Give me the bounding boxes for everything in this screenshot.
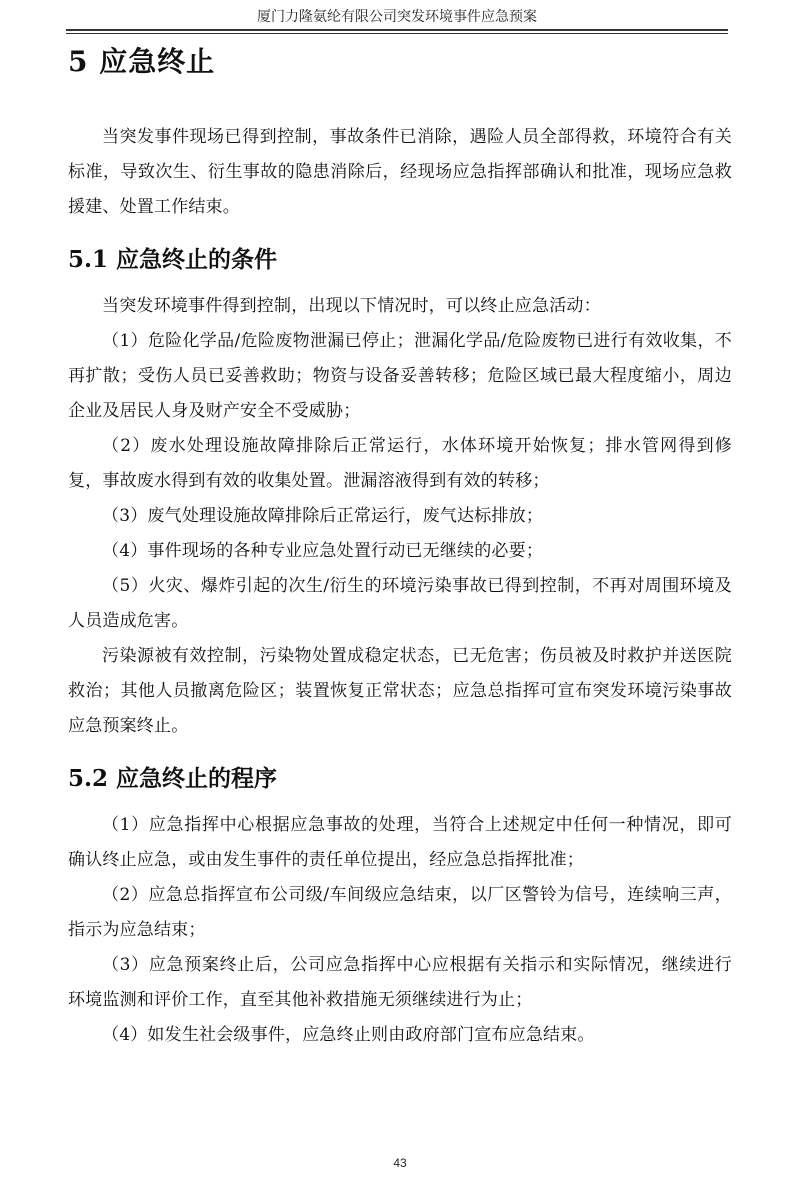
procedure-item-4: （4）如发生社会级事件，应急终止则由政府部门宣布应急结束。 xyxy=(102,1025,595,1045)
page-number: 43 xyxy=(393,1156,407,1170)
conditions-item-5: （5）火灾、爆炸引起的次生/衍生的环境污染事故已得到控制，不再对周围环境及人员造成危害。 xyxy=(68,576,732,631)
procedure-item-3: （3）应急预案终止后，公司应急指挥中心应根据有关指示和实际情况，继续进行环境监测和评价工作，直至其他补救措施无须继续进行为止； xyxy=(68,955,732,1010)
conditions-summary-paragraph: 污染源被有效控制，污染物处置成稳定状态，已无危害；伤员被及时救护并送医院救治；其他人员撤离危险区；装置恢复正常状态；应急总指挥可宣布突发环境污染事故应急预案终止。 xyxy=(68,646,732,736)
conditions-item-3: （3）废气处理设施故障排除后正常运行，废气达标排放； xyxy=(102,506,544,526)
subsection-heading-conditions: 5.1 应急终止的条件 xyxy=(68,246,278,273)
procedure-item-1: （1）应急指挥中心根据应急事故的处理，当符合上述规定中任何一种情况，即可确认终止应急，或由发生事件的责任单位提出，经应急总指挥批准； xyxy=(68,815,732,870)
header-rule xyxy=(66,29,728,31)
conditions-item-2: （2）废水处理设施故障排除后正常运行，水体环境开始恢复；排水管网得到修复，事故废水得到有效的收集处置。泄漏溶液得到有效的转移； xyxy=(68,436,732,491)
document-content xyxy=(68,32,732,1053)
conditions-paragraph-lead: 当突发环境事件得到控制，出现以下情况时，可以终止应急活动： xyxy=(102,296,601,316)
procedure-body xyxy=(68,808,732,1053)
page-header: 厦门力隆氨纶有限公司突发环境事件应急预案 xyxy=(257,9,537,25)
section-intro-paragraph: 当突发事件现场已得到控制，事故条件已消除，遇险人员全部得救，环境符合有关标准，导致次生、衍生事故的隐患消除后，经现场应急指挥部确认和批准，现场应急救援建、处置工作结束。 xyxy=(68,127,732,217)
conditions-item-1: （1）危险化学品/危险废物泄漏已停止；泄漏化学品/危险废物已进行有效收集，不再扩散；受伤人员已妥善救助；物资与设备妥善转移；危险区域已最大程度缩小，周边企业及居民人身及财产安全不受威胁； xyxy=(68,331,732,421)
conditions-item-4: （4）事件现场的各种专业应急处置行动已无继续的必要； xyxy=(102,541,544,561)
subsection-heading-procedure: 5.2 应急终止的程序 xyxy=(68,765,278,792)
conditions-body xyxy=(68,289,732,744)
procedure-item-2: （2）应急总指挥宣布公司级/车间级应急结束，以厂区警铃为信号，连续响三声， 指示为应急结束； xyxy=(68,885,732,940)
section-heading: 5 应急终止 xyxy=(68,45,216,78)
